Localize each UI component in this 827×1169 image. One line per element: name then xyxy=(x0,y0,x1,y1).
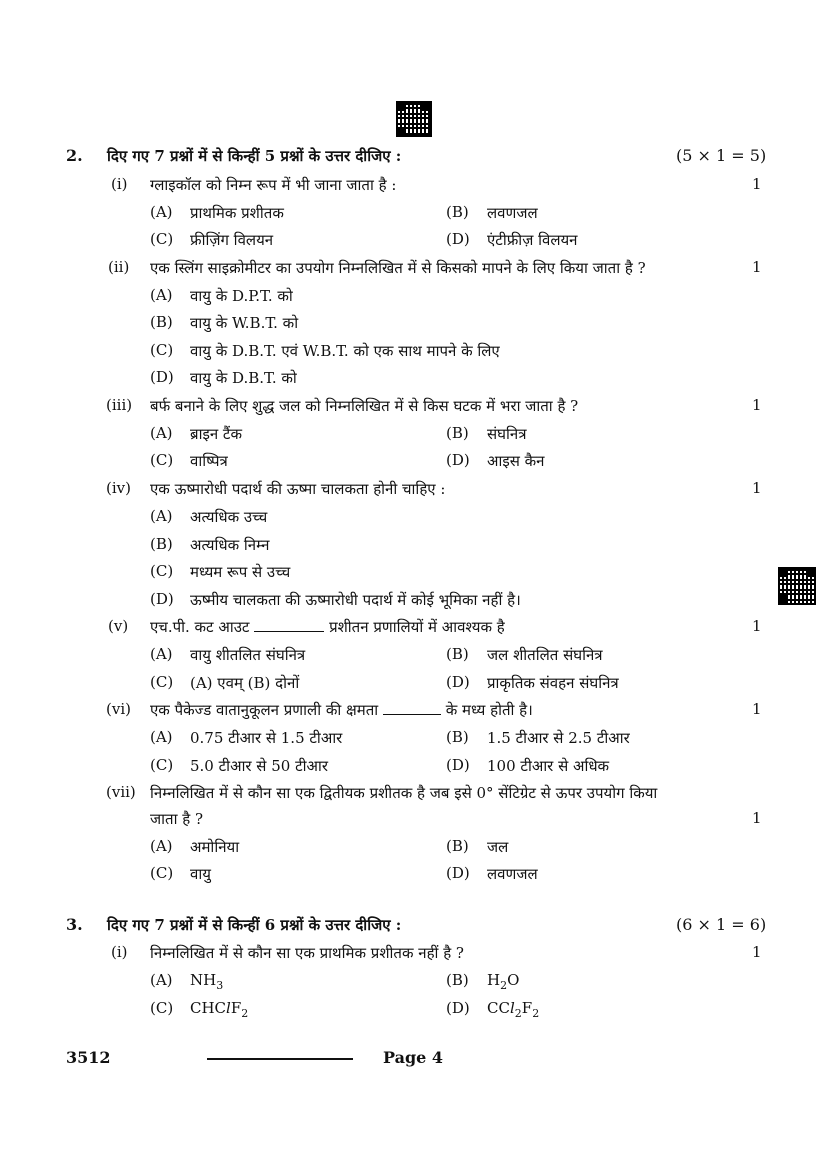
section-title: दिए गए 7 प्रश्नों में से किन्हीं 5 प्रश्नों के उत्तर दीजिए : xyxy=(107,147,402,165)
question-mark: 1 xyxy=(752,617,762,635)
formula-subscript: 2 xyxy=(532,1007,540,1020)
question-text-line1: निम्नलिखित में से कौन सा एक द्वितीयक प्रशीतक है जब इसे 0° सेंटिग्रेट से ऊपर उपयोग किया xyxy=(150,784,658,802)
formula-part: O xyxy=(507,971,520,989)
formula-part: F xyxy=(521,999,533,1017)
option-text: अमोनिया xyxy=(190,838,240,856)
option-label: (B) xyxy=(446,645,469,663)
option-text: प्राकृतिक संवहन संघनित्र xyxy=(487,674,619,692)
option-formula-nh3 xyxy=(190,971,223,992)
option-text: 5.0 टीआर से 50 टीआर xyxy=(190,757,328,775)
option-label: (D) xyxy=(446,999,470,1017)
option-label: (A) xyxy=(150,837,173,855)
option-label: (C) xyxy=(150,673,174,691)
question-text: ग्लाइकॉल को निम्न रूप में भी जाना जाता है : xyxy=(150,176,397,194)
option-label: (A) xyxy=(150,507,173,525)
option-text: वायु के D.P.T. को xyxy=(190,287,293,305)
question-number: (vii) xyxy=(106,783,136,801)
section-marks: (5 × 1 = 5) xyxy=(676,146,767,165)
formula-part: CC xyxy=(487,999,510,1017)
question-number: (iv) xyxy=(106,479,131,497)
option-label: (A) xyxy=(150,286,173,304)
option-label: (C) xyxy=(150,230,174,248)
option-text: प्राथमिक प्रशीतक xyxy=(190,204,284,222)
option-label: (A) xyxy=(150,971,173,989)
footer-rule xyxy=(207,1058,353,1060)
question-text-before: एच.पी. कट आउट xyxy=(150,618,250,636)
qr-code-side xyxy=(776,565,818,607)
option-formula-ccl2f2 xyxy=(487,999,539,1020)
option-label: (B) xyxy=(446,837,469,855)
question-number: (vi) xyxy=(106,700,131,718)
option-text: वाष्पित्र xyxy=(190,452,228,470)
question-text-before: एक पैकेज्ड वातानुकूलन प्रणाली की क्षमता xyxy=(150,701,379,719)
option-text: संघनित्र xyxy=(487,425,527,443)
option-label: (C) xyxy=(150,341,174,359)
question-mark: 1 xyxy=(752,809,762,827)
option-text: वायु के D.B.T. एवं W.B.T. को एक साथ मापने के लिए xyxy=(190,342,500,360)
option-label: (B) xyxy=(446,728,469,746)
option-text: अत्यधिक उच्च xyxy=(190,508,268,526)
option-label: (B) xyxy=(150,313,173,331)
question-mark: 1 xyxy=(752,175,762,193)
option-text: मध्यम रूप से उच्च xyxy=(190,563,291,581)
section-marks: (6 × 1 = 6) xyxy=(676,915,767,934)
formula-subscript: 2 xyxy=(514,1007,522,1020)
question-number: (i) xyxy=(111,943,128,961)
option-label: (C) xyxy=(150,864,174,882)
question-text-after: प्रशीतन प्रणालियों में आवश्यक है xyxy=(329,618,505,636)
option-text: ब्राइन टैंक xyxy=(190,425,242,443)
question-text xyxy=(150,617,505,637)
question-text: निम्नलिखित में से कौन सा एक प्राथमिक प्रशीतक नहीं है ? xyxy=(150,944,464,962)
option-label: (D) xyxy=(446,230,470,248)
formula-part: F xyxy=(230,999,242,1017)
option-label: (C) xyxy=(150,756,174,774)
option-text: जल xyxy=(487,838,509,856)
footer-code: 3512 xyxy=(66,1048,111,1067)
question-mark: 1 xyxy=(752,943,762,961)
question-number: (v) xyxy=(108,617,129,635)
option-label: (D) xyxy=(446,864,470,882)
option-text: अत्यधिक निम्न xyxy=(190,536,270,554)
formula-part: CHC xyxy=(190,999,227,1017)
option-label: (A) xyxy=(150,728,173,746)
option-label: (A) xyxy=(150,203,173,221)
question-mark: 1 xyxy=(752,258,762,276)
formula-subscript: 3 xyxy=(216,979,224,992)
option-text: वायु शीतलित संघनित्र xyxy=(190,646,306,664)
option-label: (C) xyxy=(150,451,174,469)
option-text: जल शीतलित संघनित्र xyxy=(487,646,603,664)
section-title: दिए गए 7 प्रश्नों में से किन्हीं 6 प्रश्नों के उत्तर दीजिए : xyxy=(107,916,402,934)
question-text-line2: जाता है ? xyxy=(150,810,203,828)
footer-page: Page 4 xyxy=(383,1048,444,1067)
option-label: (B) xyxy=(446,424,469,442)
question-number: (i) xyxy=(111,175,128,193)
question-text: एक ऊष्मारोधी पदार्थ की ऊष्मा चालकता होनी चाहिए : xyxy=(150,480,446,498)
question-text: बर्फ बनाने के लिए शुद्ध जल को निम्नलिखित में से किस घटक में भरा जाता है ? xyxy=(150,397,579,415)
option-text: वायु के W.B.T. को xyxy=(190,314,299,332)
question-number: (iii) xyxy=(106,396,133,414)
option-label: (B) xyxy=(150,535,173,553)
option-text: फ्रीज़िंग विलयन xyxy=(190,231,274,249)
option-label: (C) xyxy=(150,999,174,1017)
question-number: (ii) xyxy=(108,258,130,276)
option-text: 1.5 टीआर से 2.5 टीआर xyxy=(487,729,630,747)
option-text: (A) एवम् (B) दोनों xyxy=(190,674,300,692)
option-text: ऊष्मीय चालकता की ऊष्मारोधी पदार्थ में कोई भूमिका नहीं है। xyxy=(190,591,521,609)
formula-part: NH xyxy=(190,971,217,989)
option-text: वायु के D.B.T. को xyxy=(190,369,297,387)
section-number: 2. xyxy=(66,146,83,165)
question-text xyxy=(150,700,533,720)
option-label: (D) xyxy=(150,590,174,608)
option-label: (D) xyxy=(446,673,470,691)
formula-subscript: 2 xyxy=(500,979,508,992)
formula-part: l xyxy=(509,999,515,1017)
option-label: (C) xyxy=(150,562,174,580)
option-text: लवणजल xyxy=(487,204,538,222)
option-formula-h2o xyxy=(487,971,519,992)
option-label: (D) xyxy=(150,368,174,386)
formula-subscript: 2 xyxy=(241,1007,249,1020)
formula-part: l xyxy=(226,999,231,1017)
option-formula-chclf2 xyxy=(190,999,248,1020)
option-label: (D) xyxy=(446,756,470,774)
question-mark: 1 xyxy=(752,396,762,414)
question-text-after: के मध्य होती है। xyxy=(445,701,533,719)
option-label: (A) xyxy=(150,424,173,442)
option-label: (D) xyxy=(446,451,470,469)
blank-line xyxy=(254,619,324,632)
question-mark: 1 xyxy=(752,479,762,497)
option-text: 0.75 टीआर से 1.5 टीआर xyxy=(190,729,343,747)
question-mark: 1 xyxy=(752,700,762,718)
qr-code-top xyxy=(394,99,434,139)
option-text: आइस कैन xyxy=(487,452,545,470)
section-number: 3. xyxy=(66,915,83,934)
option-text: एंटीफ्रीज़ विलयन xyxy=(487,231,578,249)
question-text: एक स्लिंग साइक्रोमीटर का उपयोग निम्नलिखित में से किसको मापने के लिए किया जाता है ? xyxy=(150,259,646,277)
blank-line xyxy=(383,702,441,715)
option-text: वायु xyxy=(190,865,211,883)
formula-part: H xyxy=(487,971,501,989)
option-text: लवणजल xyxy=(487,865,538,883)
option-text: 100 टीआर से अधिक xyxy=(487,757,610,775)
option-label: (B) xyxy=(446,971,469,989)
option-label: (A) xyxy=(150,645,173,663)
option-label: (B) xyxy=(446,203,469,221)
